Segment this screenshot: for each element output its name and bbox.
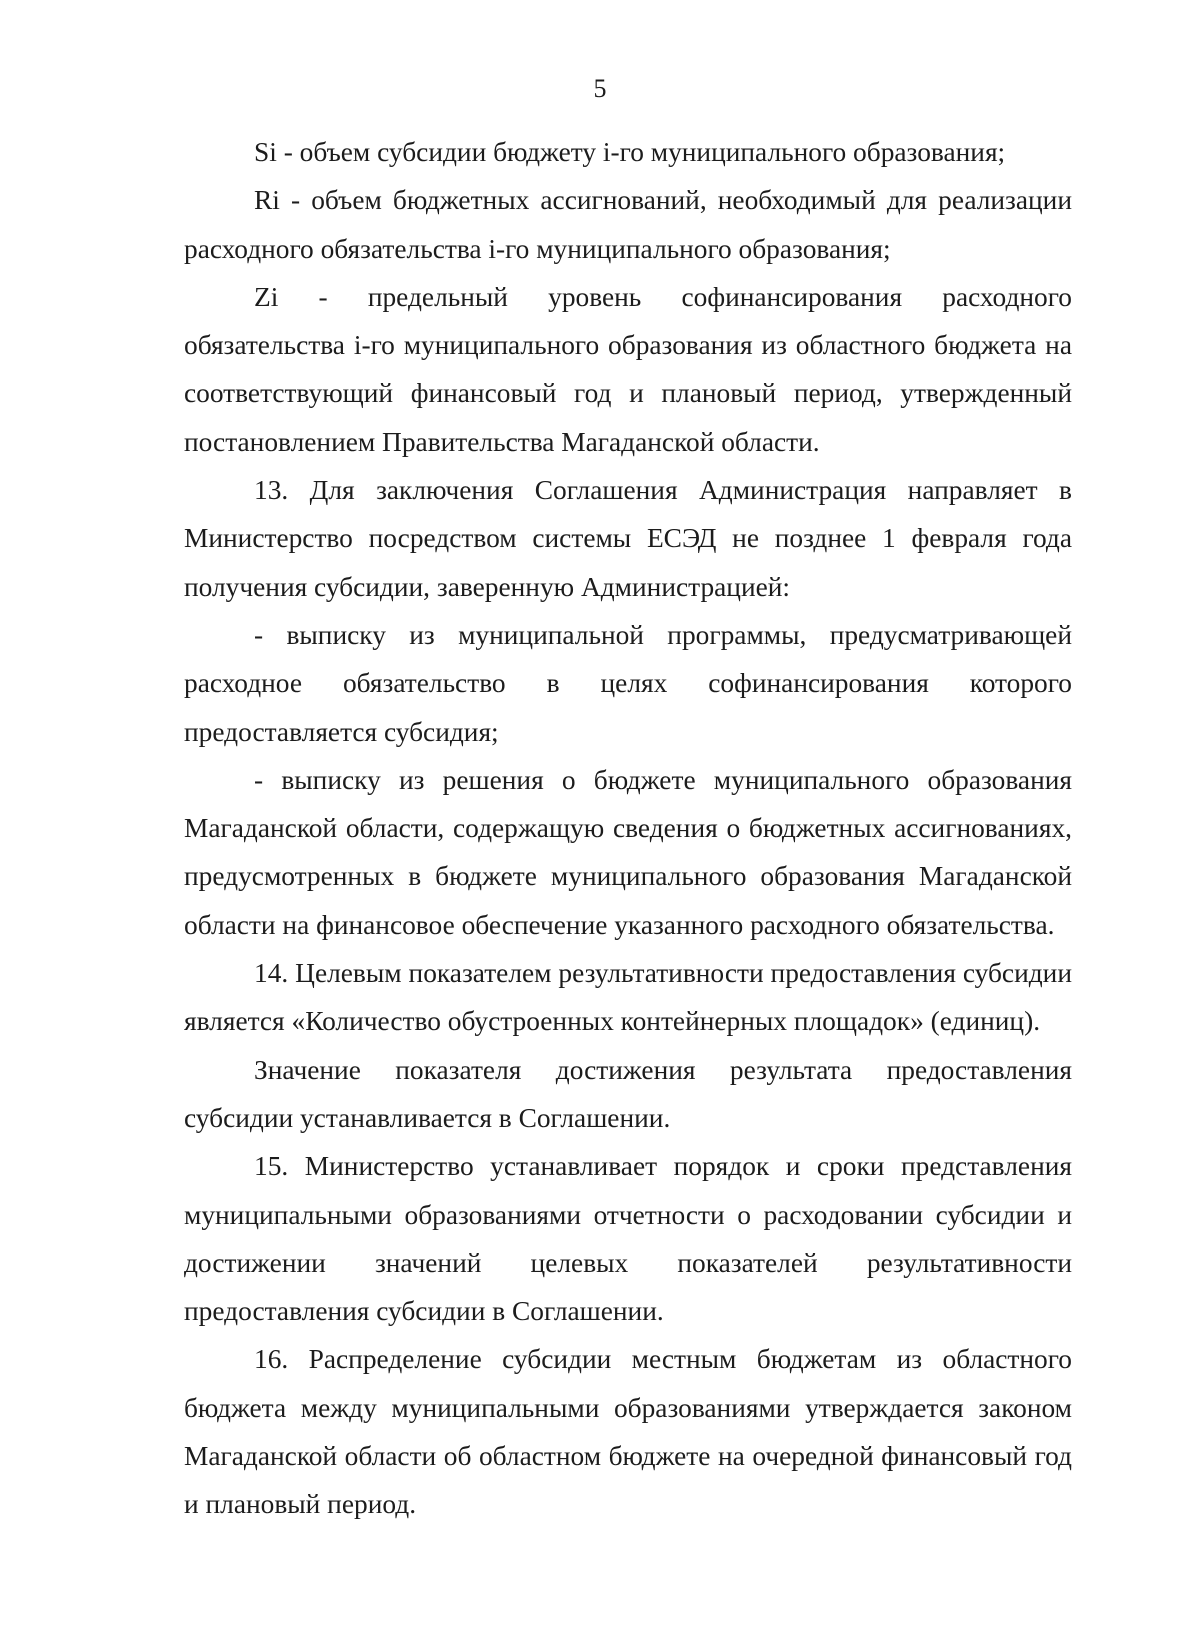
clause-13-intro: 13. Для заключения Соглашения Администрация направляет в Министерство посредством системы ЕСЭД не позднее 1 февраля года получения субсидии, заверенную Администрацией: bbox=[184, 475, 1072, 602]
clause-14-text: 14. Целевым показателем результативности предоставления субсидии является «Количество обустроенных контейнерных площадок» (единиц). bbox=[184, 958, 1072, 1037]
definition-ri: Ri - объем бюджетных ассигнований, необходимый для реализации расходного обязательства i-го муниципального образования; bbox=[184, 185, 1072, 264]
page-number: 5 bbox=[593, 74, 607, 103]
clause-16-text: 16. Распределение субсидии местным бюджетам из областного бюджета между муниципальными образованиями утверждается законом Магаданской области об областном бюджете на очередной финансовый год и плановый период. bbox=[184, 1344, 1072, 1520]
definition-zi: Zi - предельный уровень софинансирования расходного обязательства i-го муниципального образования из областного бюджета на соответствующий финансовый год и плановый период, утвержденный постановлением Правительства Магаданской области. bbox=[184, 281, 1072, 457]
clause-15-text: 15. Министерство устанавливает порядок и сроки представления муниципальными образованиями отчетности о расходовании субсидии и достижении значений целевых показателей результативности предоставления субсидии в Соглашении. bbox=[184, 1151, 1072, 1327]
clause-13-item-budget: - выписку из решения о бюджете муниципального образования Магаданской области, содержащую сведения о бюджетных ассигнованиях, предусмотренных в бюджете муниципального образования Магаданской области на финансовое обеспечение указанного расходного обязательства. bbox=[184, 764, 1072, 940]
clause-13-item-program: - выписку из муниципальной программы, предусматривающей расходное обязательство в целях софинансирования которого предоставляется субсидия; bbox=[184, 619, 1072, 747]
document-body bbox=[184, 128, 1072, 1529]
definition-si: Si - объем субсидии бюджету i-го муниципального образования; bbox=[254, 137, 1006, 167]
clause-14-value-note: Значение показателя достижения результата предоставления субсидии устанавливается в Соглашении. bbox=[184, 1054, 1072, 1133]
